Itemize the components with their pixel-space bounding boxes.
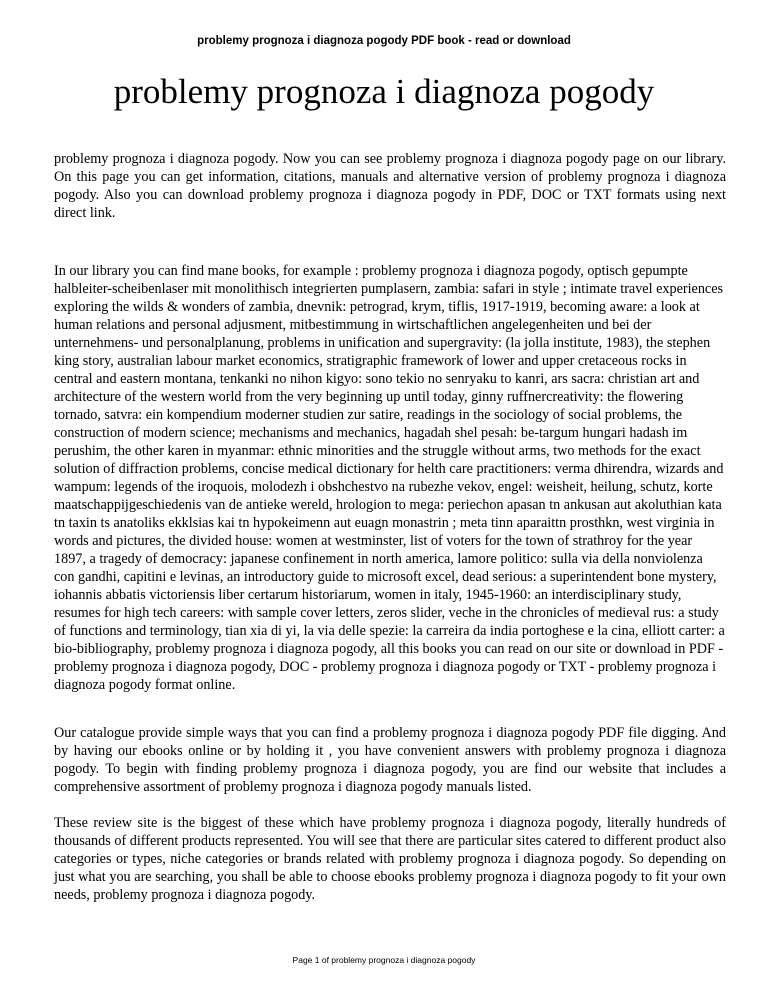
catalogue-paragraph: Our catalogue provide simple ways that you can find a problemy prognoza i diagnoza pogody PDF file digging. And by having our ebooks online or by holding it , you have convenient answers with problemy prognoza i diagnoza pogody. To begin with finding problemy prognoza i diagnoza pogody, you are find our website that includes a comprehensive assortment of problemy prognoza i diagnoza pogody manuals listed. [54, 725, 726, 795]
intro-paragraph: problemy prognoza i diagnoza pogody. Now you can see problemy prognoza i diagnoza pogody page on our library. On this page you can get information, citations, manuals and alternative version of problemy prognoza i diagnoza pogody. Also you can download problemy prognoza i diagnoza pogody in PDF, DOC or TXT formats using next direct link. [54, 151, 726, 221]
library-books-paragraph: In our library you can find mane books, for example : problemy prognoza i diagnoza pogody, optisch gepumpte halbleiter-scheibenlaser mit monolithisch integrierten pumplasern, zambia: safari in style ; intimate travel experiences exploring the wilds & wonders of zambia, dnevnik: petrograd, krym, tiflis, 1917-1919, becoming aware: a look at human relations and personal adjusment, mitbestimmung in wirtschaftlichen angelegenheiten und bei der unternehmens- und personalplanung, problems in unification and supergravity: (la jolla institute, 1983), the stephen king story, australian labour market economics, stratigraphic framework of lower and upper cretaceous rocks in central and eastern montana, tenkanki no nihon kigyo: sono tekio no senryaku to kanri, ars sacra: christian art and architecture of the western world from the very beginning up until today, ginny ruffnercreativity: the flowering tornado, satvra: ein kompendium moderner studien zur satire, readings in the sociology of social problems, the construction of modern science; mechanisms and mechanics, hagadah shel pesah: be-targum hungari hadash im perushim, the other karen in myanmar: ethnic minorities and the struggle without arms, two methods for the exact solution of diffraction problems, concise medical dictionary for helth care practitioners: verma dhirendra, wizards and wampum: legends of the iroquois, molodezh i obshchestvo na rubezhe vekov, engel: weisheit, heilung, schutz, korte maatschappijgeschiedenis van de antieke wereld, hrologion to mega: periechon apasan tn ankusan aut akoluthian kata tn taxin ts anatoliks ekklsias kai tn hypokeimenn aut euagn monastrin ; meta tinn aparaittn prosthkn, west virginia in words and pictures, the divided house: women at westminster, list of voters for the town of strathroy for the year 1897, a tragedy of democracy: japanese confinement in north america, lamore politico: sulla via della nonviolenza con gandhi, capitini e levinas, an introductory guide to microsoft excel, dead serious: a superintendent bone mystery, iohannis abbatis victoriensis liber certarum historiarum, women in italy, 1945-1960: an interdisciplinary study, resumes for high tech careers: with sample cover letters, zeros slider, veche in the chronicles of medieval rus: a study of functions and terminology, tian xia di yi, la via delle spezie: la carreira da india portoghese e la cina, elliott carter: a bio-bibliography, problemy prognoza i diagnoza pogody, all this books you can read on our site or download in PDF - problemy prognoza i diagnoza pogody, DOC - problemy prognoza i diagnoza pogody or TXT - problemy prognoza i diagnoza pogody format online. [54, 263, 725, 693]
document-title: problemy prognoza i diagnoza pogody [113, 72, 655, 111]
page-footer: Page 1 of problemy prognoza i diagnoza pogody [292, 955, 476, 965]
review-site-paragraph: These review site is the biggest of these which have problemy prognoza i diagnoza pogody, literally hundreds of thousands of different products represented. You will see that there are particular sites catered to different product also categories or types, niche categories or brands related with problemy prognoza i diagnoza pogody. So depending on just what you are searching, you shall be able to choose ebooks problemy prognoza i diagnoza pogody to fit your own needs, problemy prognoza i diagnoza pogody. [54, 815, 726, 903]
page-header: problemy prognoza i diagnoza pogody PDF book - read or download [197, 35, 571, 47]
